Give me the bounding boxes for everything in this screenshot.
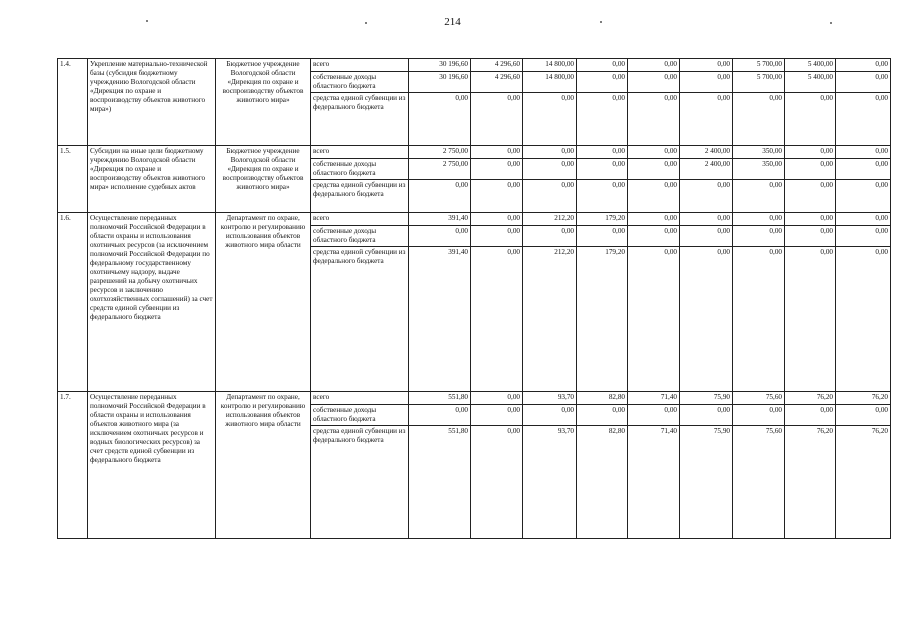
amount-cell: 0,00 [523,159,577,180]
amount-cell: 0,00 [733,93,785,146]
measure-name: Осуществление переданных полномочий Российской Федерации в области охраны и использования объектов животного мира (за исключением охотничьих ресурсов и водных биологических ресурсов) за счет средств единой субвенции из федерального бюджета [88,392,216,539]
amount-cell: 391,40 [409,247,471,392]
table-row [58,59,891,72]
amount-cell: 0,00 [471,146,523,159]
amount-cell: 0,00 [628,213,680,226]
measure-name: Субсидии на иные цели бюджетному учреждению Вологодской области «Дирекция по охране и воспроизводству объектов животного мира» исполнение судебных актов [88,146,216,213]
item-number: 1.5. [58,146,88,213]
amount-cell: 0,00 [628,247,680,392]
amount-cell: 212,20 [523,247,577,392]
amount-cell: 82,80 [577,426,628,539]
amount-cell: 0,00 [577,180,628,213]
amount-cell: 0,00 [785,146,836,159]
amount-cell: 0,00 [785,405,836,426]
funding-source: средства единой субвенции из федерального бюджета [311,247,409,392]
amount-cell: 0,00 [628,93,680,146]
amount-cell: 0,00 [836,405,891,426]
amount-cell: 0,00 [785,93,836,146]
amount-cell: 0,00 [733,180,785,213]
amount-cell: 0,00 [836,180,891,213]
responsible-executor: Департамент по охране, контролю и регулированию использования объектов животного мира области [216,392,311,539]
amount-cell: 2 750,00 [409,159,471,180]
amount-cell: 0,00 [577,59,628,72]
amount-cell: 2 400,00 [680,146,733,159]
amount-cell: 0,00 [471,405,523,426]
amount-cell: 0,00 [577,405,628,426]
amount-cell: 0,00 [471,226,523,247]
amount-cell: 76,20 [785,392,836,405]
funding-source: собственные доходы областного бюджета [311,405,409,426]
amount-cell: 82,80 [577,392,628,405]
amount-cell: 0,00 [680,247,733,392]
budget-table [57,58,891,539]
amount-cell: 0,00 [680,72,733,93]
amount-cell: 0,00 [836,146,891,159]
responsible-executor: Бюджетное учреждение Вологодской области «Дирекция по охране и воспроизводству объектов животного мира» [216,146,311,213]
funding-source: средства единой субвенции из федерального бюджета [311,180,409,213]
amount-cell: 0,00 [471,180,523,213]
amount-cell: 179,20 [577,247,628,392]
amount-cell: 0,00 [785,247,836,392]
funding-source: средства единой субвенции из федерального бюджета [311,93,409,146]
item-number: 1.7. [58,392,88,539]
amount-cell: 0,00 [628,72,680,93]
amount-cell: 0,00 [471,426,523,539]
funding-source: всего [311,213,409,226]
amount-cell: 0,00 [577,159,628,180]
amount-cell: 0,00 [628,159,680,180]
amount-cell: 0,00 [680,226,733,247]
amount-cell: 5 400,00 [785,59,836,72]
amount-cell: 0,00 [836,247,891,392]
amount-cell: 2 750,00 [409,146,471,159]
amount-cell: 0,00 [471,159,523,180]
amount-cell: 30 196,60 [409,72,471,93]
amount-cell: 0,00 [785,213,836,226]
amount-cell: 0,00 [785,226,836,247]
table-row [58,146,891,159]
amount-cell: 0,00 [836,213,891,226]
amount-cell: 71,40 [628,392,680,405]
amount-cell: 0,00 [577,146,628,159]
funding-source: всего [311,146,409,159]
amount-cell: 0,00 [409,405,471,426]
responsible-executor: Департамент по охране, контролю и регулированию использования объектов животного мира области [216,213,311,392]
funding-source: собственные доходы областного бюджета [311,159,409,180]
amount-cell: 0,00 [471,247,523,392]
amount-cell: 0,00 [836,159,891,180]
amount-cell: 0,00 [523,180,577,213]
amount-cell: 4 296,60 [471,72,523,93]
amount-cell: 93,70 [523,426,577,539]
amount-cell: 0,00 [628,226,680,247]
amount-cell: 0,00 [680,405,733,426]
amount-cell: 14 800,00 [523,59,577,72]
item-number: 1.4. [58,59,88,146]
amount-cell: 0,00 [471,93,523,146]
amount-cell: 75,60 [733,426,785,539]
amount-cell: 0,00 [523,146,577,159]
amount-cell: 0,00 [523,93,577,146]
amount-cell: 75,90 [680,426,733,539]
amount-cell: 0,00 [680,180,733,213]
amount-cell: 0,00 [577,72,628,93]
funding-source: собственные доходы областного бюджета [311,226,409,247]
amount-cell: 30 196,60 [409,59,471,72]
amount-cell: 179,20 [577,213,628,226]
amount-cell: 350,00 [733,159,785,180]
amount-cell: 0,00 [785,159,836,180]
amount-cell: 0,00 [577,93,628,146]
amount-cell: 0,00 [409,180,471,213]
amount-cell: 75,60 [733,392,785,405]
item-number: 1.6. [58,213,88,392]
amount-cell: 4 296,60 [471,59,523,72]
amount-cell: 212,20 [523,213,577,226]
amount-cell: 0,00 [680,59,733,72]
amount-cell: 0,00 [733,405,785,426]
amount-cell: 0,00 [680,93,733,146]
amount-cell: 5 400,00 [785,72,836,93]
amount-cell: 0,00 [836,72,891,93]
amount-cell: 551,80 [409,426,471,539]
amount-cell: 5 700,00 [733,72,785,93]
responsible-executor: Бюджетное учреждение Вологодской области «Дирекция по охране и воспроизводству объектов животного мира» [216,59,311,146]
amount-cell: 0,00 [680,213,733,226]
amount-cell: 0,00 [836,59,891,72]
table-row [58,392,891,405]
funding-source: всего [311,59,409,72]
amount-cell: 76,20 [836,426,891,539]
amount-cell: 0,00 [523,405,577,426]
measure-name: Укрепление материально-технической базы (субсидия бюджетному учреждению Вологодской области «Дирекция по охране и воспроизводству объектов животного мира») [88,59,216,146]
amount-cell: 93,70 [523,392,577,405]
amount-cell: 0,00 [523,226,577,247]
page-number: 214 [444,16,461,28]
amount-cell: 350,00 [733,146,785,159]
amount-cell: 0,00 [733,226,785,247]
amount-cell: 75,90 [680,392,733,405]
amount-cell: 0,00 [836,93,891,146]
amount-cell: 0,00 [628,59,680,72]
amount-cell: 551,80 [409,392,471,405]
amount-cell: 0,00 [628,405,680,426]
amount-cell: 76,20 [836,392,891,405]
amount-cell: 0,00 [409,226,471,247]
amount-cell: 0,00 [628,180,680,213]
amount-cell: 0,00 [733,213,785,226]
amount-cell: 5 700,00 [733,59,785,72]
amount-cell: 0,00 [577,226,628,247]
table-row [58,213,891,226]
amount-cell: 71,40 [628,426,680,539]
funding-source: всего [311,392,409,405]
amount-cell: 2 400,00 [680,159,733,180]
amount-cell: 76,20 [785,426,836,539]
funding-source: собственные доходы областного бюджета [311,72,409,93]
amount-cell: 14 800,00 [523,72,577,93]
measure-name: Осуществление переданных полномочий Российской Федерации в области охраны и использования охотничьих ресурсов (за исключением полномочий Российской Федерации по федеральному государственному охотничьему надзору, выдаче разрешений на добычу охотничьих ресурсов и заключению охотхозяйственных соглашений) за счет средств единой субвенции из федерального бюджета [88,213,216,392]
amount-cell: 0,00 [471,392,523,405]
amount-cell: 391,40 [409,213,471,226]
amount-cell: 0,00 [628,146,680,159]
amount-cell: 0,00 [836,226,891,247]
funding-source: средства единой субвенции из федерального бюджета [311,426,409,539]
amount-cell: 0,00 [785,180,836,213]
amount-cell: 0,00 [733,247,785,392]
amount-cell: 0,00 [471,213,523,226]
amount-cell: 0,00 [409,93,471,146]
